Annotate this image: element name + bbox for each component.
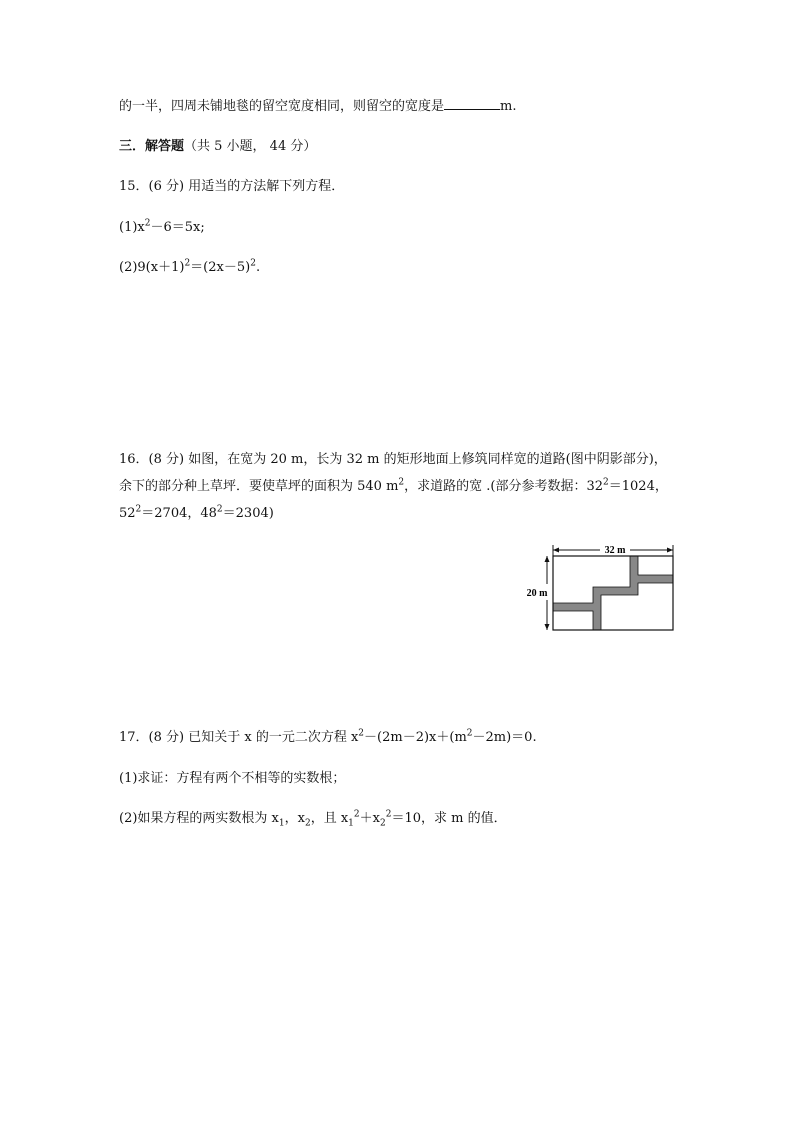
- q15-part2-sup2: 2: [250, 258, 256, 269]
- fill-blank-text: 的一半，四周未铺地毯的留空宽度相同，则留空的宽度是: [119, 99, 445, 114]
- q16-line2-a: 余下的部分种上草坪．要使草坪的面积为 540 m: [119, 479, 399, 494]
- q17-part2: [119, 810, 507, 828]
- q16-line2-sup2: 2: [603, 477, 609, 488]
- q17-line1-sup1: 2: [358, 728, 365, 739]
- width-arrow-left: [553, 548, 559, 553]
- width-arrow-right: [667, 548, 673, 553]
- q17-part2-sub2: 2: [304, 818, 311, 829]
- fill-blank-line: [119, 97, 516, 116]
- q16-line3-a: 52: [119, 506, 136, 521]
- q16-line3-b: ＝2704，48: [141, 506, 217, 521]
- q16-line2-b: ，求道路的宽 .(部分参考数据：32: [404, 479, 604, 494]
- q17-line1-sup2: 2: [466, 728, 473, 739]
- road-diagram-svg: [520, 538, 680, 638]
- q15-heading: 15．(6 分) 用适当的方法解下列方程．: [119, 179, 345, 194]
- height-label: 20 m: [526, 588, 548, 599]
- section-heading: [119, 138, 316, 156]
- q15-part2: [119, 259, 260, 277]
- road-diagram: [520, 538, 680, 642]
- q15-part2-c: .: [255, 260, 261, 275]
- q17-part2-sub3: 1: [348, 818, 354, 829]
- unit-text: m.: [500, 99, 517, 114]
- q15-part2-a: (2)9(x＋1): [119, 260, 185, 275]
- q17-part2-sub4: 2: [379, 818, 386, 829]
- q15-part1-sup: 2: [144, 218, 151, 229]
- q15-part1-a: (1)x: [119, 220, 145, 235]
- q17-part2-b: ，x: [284, 811, 305, 826]
- q17-line1-a: 17．(8 分) 已知关于 x 的一元二次方程 x: [119, 730, 359, 745]
- q16-line2: [119, 478, 668, 496]
- q17-line1: [119, 729, 537, 747]
- q16-line1: 16．(8 分) 如图，在宽为 20 m，长为 32 m 的矩形地面上修筑同样宽的道路(图中阴影部分)，: [119, 452, 667, 467]
- q15-part2-sup1: 2: [184, 258, 191, 269]
- q17-part2-c: ，且 x: [310, 811, 349, 826]
- height-arrow-bottom: [545, 624, 550, 630]
- q17-part2-sup4: 2: [385, 809, 392, 820]
- road-vertical-top: [630, 556, 638, 595]
- q15-part1: [119, 219, 205, 237]
- q16-line2-sup1: 2: [398, 477, 405, 488]
- q17-part2-sub1: 1: [278, 818, 285, 829]
- section-title: 三．解答题: [119, 139, 185, 154]
- height-arrow-top: [545, 556, 550, 562]
- q16-line3-sup2: 2: [216, 504, 223, 515]
- q15-part2-b: ＝(2x－5): [190, 260, 251, 275]
- q16-line2-c: ＝1024，: [608, 479, 668, 494]
- q17-part1: (1)求证：方程有两个不相等的实数根；: [119, 771, 346, 786]
- width-label: 32 m: [604, 545, 626, 556]
- q16-line3-c: ＝2304): [222, 506, 274, 521]
- q17-part2-e: ＝10，求 m 的值．: [391, 811, 507, 826]
- road-outline-upper: [553, 556, 630, 603]
- q17-part2-d: ＋x: [359, 811, 380, 826]
- road-outline-lower: [553, 611, 593, 630]
- road-horizontal-left: [553, 603, 593, 611]
- section-note: （共 5 小题， 44 分）: [184, 139, 317, 154]
- q17-line1-c: －2m)＝0.: [472, 730, 537, 745]
- q17-part2-a: (2)如果方程的两实数根为 x: [119, 811, 279, 826]
- q16-line3: [119, 505, 274, 523]
- answer-blank[interactable]: [444, 97, 500, 110]
- road-vertical-bottom: [593, 587, 601, 630]
- q17-line1-b: －(2m－2)x＋(m: [364, 730, 467, 745]
- q17-part2-sup3: 2: [353, 809, 360, 820]
- q15-part1-b: －6＝5x;: [150, 220, 205, 235]
- q16-line3-sup1: 2: [135, 504, 142, 515]
- road-horizontal-right: [638, 575, 673, 583]
- road-horizontal-middle: [601, 587, 630, 595]
- road-outline-top: [638, 556, 673, 575]
